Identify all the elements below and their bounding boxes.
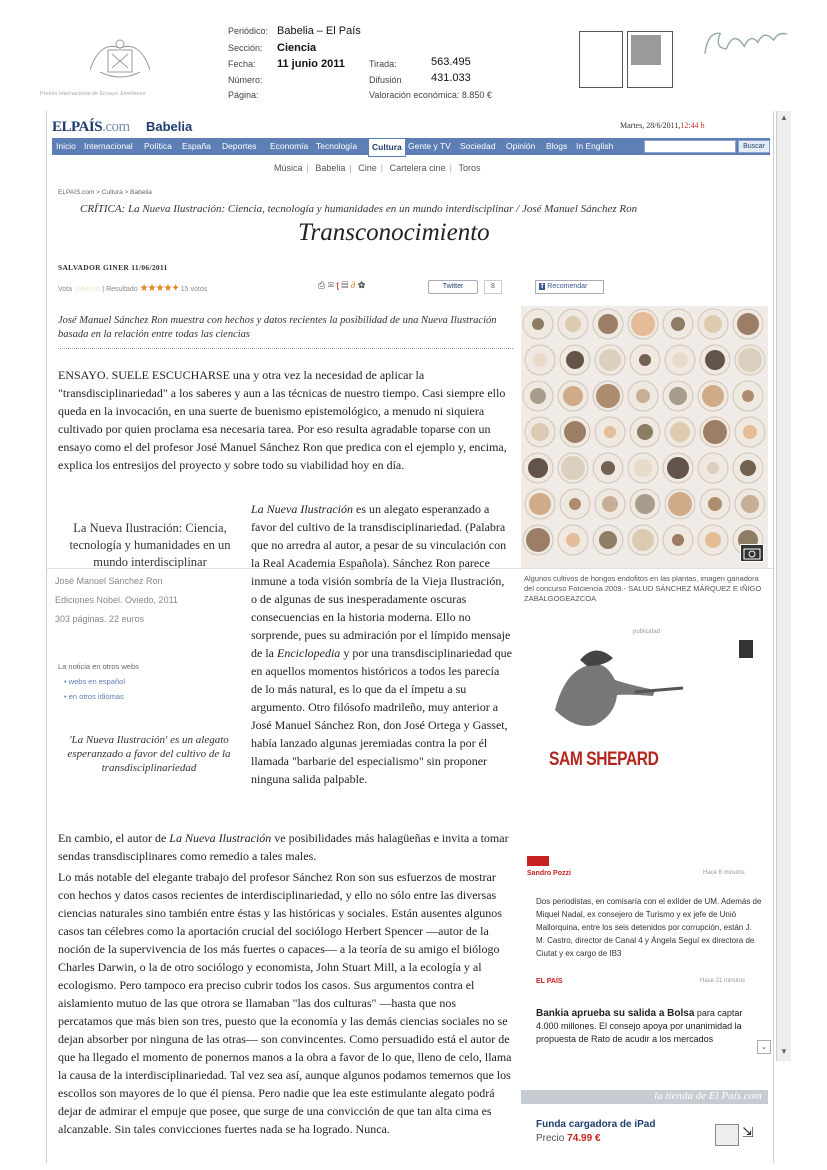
petri-dish: [558, 453, 588, 483]
petri-dish: [663, 453, 693, 483]
header-date: Martes, 28/6/2011,12:44 h: [620, 121, 705, 130]
scan-fold-line: [46, 568, 773, 569]
nav-item-espana[interactable]: España: [182, 141, 211, 151]
book-info-box: [55, 520, 245, 627]
valoracion-text: Valoración económica: 8.850 €: [369, 90, 492, 100]
ad-image[interactable]: [535, 640, 685, 735]
paragraph-3: En cambio, el autor de La Nueva Ilustración ve posibilidades más halagüeñas e invita a tomar sendas transdisciplinares como remedio a tales males.: [58, 831, 509, 863]
book-publisher: Ediciones Nobel. Oviedo, 2011: [55, 595, 178, 605]
petri-dish: [733, 309, 763, 339]
petri-dish: [523, 381, 553, 411]
ad-title[interactable]: SAM SHEPARD: [549, 749, 659, 770]
result-stars: ★★★★✦: [139, 283, 179, 294]
petri-dish: [523, 309, 553, 339]
subnav-cartelera[interactable]: Cartelera cine: [389, 163, 446, 173]
press-crest-logo: [60, 30, 180, 90]
news-widget-logo: [527, 856, 549, 866]
periodico-value: Babelia – El País: [277, 25, 361, 37]
petri-dish: [700, 489, 730, 519]
petri-dish: [560, 417, 590, 447]
rating-bar: Vota ☆☆☆☆☆ | Resultado ★★★★✦ 15 votos: [58, 283, 208, 294]
promo-banner[interactable]: la tienda de El País.com: [521, 1090, 768, 1104]
subnav-cine[interactable]: Cine: [358, 163, 377, 173]
subnav-toros[interactable]: Toros: [458, 163, 481, 173]
petri-dish: [663, 309, 693, 339]
ad-tag: publicidad: [633, 629, 661, 635]
nav-item-internacional[interactable]: Internacional: [84, 141, 133, 151]
petri-dish: [525, 489, 555, 519]
print-icon[interactable]: ⎙: [318, 280, 326, 290]
article-headline: Transconocimiento: [298, 219, 490, 246]
subnav-babelia[interactable]: Babelia: [315, 163, 346, 173]
link-webs-espanol[interactable]: • webs en español: [64, 677, 126, 686]
stamp-box-empty: [579, 31, 623, 88]
paragraph-2: La Nueva Ilustración es un alegato esperanzado a favor del cultivo de la transdisciplinariedad. (Palabra que no arredra al autor, a pesar de su vinculación con la Real Academia Española). Sánchez Ron parece inmune a toda visión sombría de la Vieja Ilustración, o de algunas de sus inesperadamente oscuras consecuencias en la historia moderna. Ello no sorprende, pues su admiración por el límpido mensaje de la Enciclopedia y por una transdisciplinariedad que en aquellos momentos históricos a todos les parecía de lo más natural, es lo que da el ímpetu a su argumento. Otro filósofo madrileño, muy anterior a José Manuel Sánchez Ron, don José Ortega y Gasset, había lanzado algunas jeremiadas contra la por él llamada "barbarie del especialismo" sin proponer ninguna salida palpable.: [251, 502, 512, 786]
bookmark-icon[interactable]: ▤: [341, 280, 349, 290]
lede-divider: [58, 348, 513, 349]
petri-dish: [595, 417, 625, 447]
periodico-label: Periódico:: [228, 26, 269, 36]
petri-dish: [558, 309, 588, 339]
petri-dish: [630, 489, 660, 519]
book-title: La Nueva Ilustración: Ciencia, tecnología y humanidades en un mundo interdisciplinar: [69, 521, 231, 569]
petri-dish: [665, 417, 695, 447]
more-icon[interactable]: ✿: [357, 280, 366, 290]
share-icon[interactable]: ʈ: [336, 280, 339, 290]
numero-label: Número:: [228, 75, 263, 85]
twitter-button[interactable]: Twitter: [428, 280, 478, 294]
petri-dish: [663, 525, 693, 555]
petri-dish: [663, 381, 693, 411]
petri-dish: [525, 417, 555, 447]
petri-dish: [628, 381, 658, 411]
search-button[interactable]: Buscar: [738, 140, 770, 153]
petri-dish: [628, 453, 658, 483]
petri-dish: [698, 381, 728, 411]
petri-dish: [630, 345, 660, 375]
nav-item-tecnologia[interactable]: Tecnología: [316, 141, 358, 151]
news-item-2[interactable]: Bankia aprueba su salida a Bolsa para captar 4.000 millones. El consejo apoya por unanimidad la propuesta de Rato de acudir a los mercados: [536, 1008, 743, 1044]
petri-dish: [595, 345, 625, 375]
nav-item-inicio[interactable]: Inicio: [56, 141, 76, 151]
scroll-up-icon[interactable]: ▲: [780, 113, 788, 122]
result-label: Resultado: [106, 286, 138, 293]
subnav-musica[interactable]: Música: [274, 163, 303, 173]
news-source-2[interactable]: EL PAÍS: [536, 978, 563, 985]
nav-item-blogs[interactable]: Blogs: [546, 141, 568, 151]
facebook-recommend-button[interactable]: f Recomendar: [535, 280, 604, 294]
petri-dish: [733, 381, 763, 411]
petri-dish: [733, 453, 763, 483]
tirada-value: 563.495: [431, 56, 471, 68]
photo-caption: Algunos cultivos de hongos endofitos en las plantas, imagen ganadora del concurso Fotciencia 2009.- SALUD SÁNCHEZ MÁRQUEZ E IÑIGO ZABALGOGEAZCOA: [524, 574, 762, 603]
stamp-box-filled: [627, 31, 673, 88]
book-author: José Manuel Sánchez Ron: [55, 576, 163, 586]
ad-logo-icon: [739, 640, 753, 658]
nav-item-sociedad[interactable]: Sociedad: [460, 141, 496, 151]
article-photo[interactable]: [521, 306, 768, 568]
news-scroll-down-icon[interactable]: ⌄: [757, 1040, 771, 1054]
vote-stars[interactable]: ☆☆☆☆☆: [73, 286, 101, 293]
main-nav: [52, 138, 770, 155]
site-logo[interactable]: ELPAÍS.com: [52, 119, 130, 135]
scroll-down-icon[interactable]: ▼: [780, 1047, 788, 1056]
petri-dish: [560, 489, 590, 519]
petri-dish: [698, 453, 728, 483]
fecha-value: 11 junio 2011: [277, 58, 345, 70]
nav-item-politica[interactable]: Política: [144, 141, 172, 151]
scrollbar[interactable]: [776, 111, 791, 1061]
facebook-icon: f: [541, 283, 544, 290]
tirada-label: Tirada:: [369, 59, 397, 69]
email-icon[interactable]: ✉: [327, 280, 334, 290]
petri-dish: [665, 489, 695, 519]
nav-item-cultura[interactable]: Cultura: [368, 138, 406, 157]
nav-item-opinion[interactable]: Opinión: [506, 141, 536, 151]
petri-dish: [698, 525, 728, 555]
news-time-2: Hace 21 minutos: [700, 978, 746, 984]
difusion-value: 431.033: [431, 72, 471, 84]
article-lede: José Manuel Sánchez Ron muestra con hechos y datos recientes la posibilidad de una Nueva Ilustración basada en la relación entre todas las ciencias: [58, 315, 497, 340]
petri-dish: [523, 453, 553, 483]
petri-dish: [698, 309, 728, 339]
nav-item-deportes[interactable]: Deportes: [222, 141, 257, 151]
petri-dish: [595, 489, 625, 519]
petri-dish: [735, 345, 765, 375]
petri-dish: [593, 525, 623, 555]
share-icons: [318, 280, 365, 291]
seccion-label: Sección:: [228, 43, 263, 53]
petri-dish: [560, 345, 590, 375]
news-time-1: Hace 6 minutos: [703, 870, 745, 876]
nav-item-english[interactable]: In English: [576, 141, 614, 151]
pull-quote: 'La Nueva Ilustración' es un alegato esperanzado a favor del cultivo de la transdisciplinariedad: [67, 734, 231, 774]
search-input[interactable]: [644, 140, 736, 153]
crest-caption: Premio Internacional de Ensayo Jovellanos: [40, 91, 146, 97]
paragraph-1: ENSAYO. SUELE ESCUCHARSE una y otra vez la necesidad de aplicar la "transdisciplinariedad" a los saberes y aun a las técnicas de nuestro tiempo. Casi siempre ello queda en la invocación, en una suerte de buenismo epistemológico, a menudo ni siquiera cultivado por quien proclama esa necesaria tarea. Por eso resulta agradable toparse con un ensayo como el del profesor José Manuel Sánchez Ron que predica con el ejemplo y, encima, explica los entresijos del proyecto y sobre todo su viabilidad hoy en día.: [58, 368, 507, 472]
related-links: [58, 659, 243, 704]
news-author[interactable]: Sandro Pozzi: [527, 870, 571, 877]
nav-item-economia[interactable]: Economía: [270, 141, 309, 151]
petri-dish: [593, 381, 623, 411]
difusion-label: Difusión: [369, 75, 402, 85]
twitter-count: 8: [484, 280, 502, 294]
nav-item-gente[interactable]: Gente y TV: [408, 141, 451, 151]
related-links-heading: La noticia en otros webs: [58, 662, 139, 671]
petri-dish: [735, 417, 765, 447]
petri-dish: [593, 453, 623, 483]
site-section-title[interactable]: Babelia: [146, 119, 193, 134]
fecha-label: Fecha:: [228, 59, 256, 69]
sub-nav: Música | Babelia | Cine | Cartelera cine | Toros: [274, 163, 481, 173]
petri-dish: [628, 309, 658, 339]
promo-arrows-icon[interactable]: ⇲: [742, 1124, 754, 1140]
article-byline: SALVADOR GINER 11/06/2011: [58, 263, 168, 272]
petri-dish: [628, 525, 658, 555]
rss-icon[interactable]: ∂: [350, 280, 356, 290]
petri-dish: [735, 489, 765, 519]
book-pages: 303 páginas. 22 euros: [55, 614, 145, 624]
petri-dish: [525, 345, 555, 375]
promo-title[interactable]: Funda cargadora de iPad: [536, 1119, 656, 1130]
petri-dish: [593, 309, 623, 339]
paragraph-4: Lo más notable del elegante trabajo del profesor Sánchez Ron son sus esfuerzos de mostrar con hechos y datos casos recientes de interdisciplinariedad, y ello no sólo entre las diversas ciencias naturales sino también entre éstas y las históricas y sociales. Están ausentes algunos casos tan célebres como la aportación crucial del sociólogo Herbert Spencer —autor de la noción de la supervivencia de los más fuertes o capaces— a la teoría de su amigo el biólogo Charles Darwin, o la de otro sociólogo y economista, John Stuart Mill, a la ecología y al ecologismo. Pero tampoco era preciso cubrir todos los casos. Sus argumentos contra el aislamiento mutuo de las que otrora se llamaban "las dos culturas" —hasta que nos percatamos que más bien son tres, puesto que la economía y las demás ciencias sociales no se dejan absorber por ninguna de las otras— son convincentes. Como persuadido está el autor de que ha llegado el momento de ponernos manos a la obra a favor de lo que, lleno de celo, llama la causa de la interdisciplinariedad. Tal vez sea así, aunque algunos podamos temernos que los escollos son mayores de lo que él piensa. Pero nadie que lea este estimulante alegato podrá dejar de admirar el empuje que posee, que surge de una convicción de que tan alta cima es alcanzable. Sin tales convicciones fuertes nada se ha logrado. Nunca.: [58, 870, 512, 1136]
breadcrumb[interactable]: ELPAIS.com > Cultura > Babelia: [58, 189, 152, 196]
promo-price: Precio 74.99 €: [536, 1133, 601, 1144]
vote-label: Vota: [58, 286, 73, 293]
petri-dish: [523, 525, 553, 555]
news-item-1[interactable]: Dos periodistas, en comisaría con el exlíder de UM. Además de Miquel Nadal, ex consejero de Turismo y ex jefe de Unió Mallorquina, entre los seis detenidos por corrupción, están J. M. Castro, director de Canal 4 y Ángela Seguí ex directora de Ciutat y ex cargo de IB3: [536, 897, 762, 958]
petri-dish: [700, 417, 730, 447]
camera-icon[interactable]: [740, 544, 764, 562]
link-otros-idiomas[interactable]: • en otros idiomas: [64, 692, 124, 701]
signature-logo: [693, 13, 799, 75]
petri-dish: [558, 525, 588, 555]
article-kicker: CRÍTICA: La Nueva Ilustración: Ciencia, tecnología y humanidades en un mundo interdisciplinar / José Manuel Sánchez Ron: [80, 203, 638, 215]
petri-dish: [558, 381, 588, 411]
petri-dish: [630, 417, 660, 447]
pagina-label: Página:: [228, 90, 259, 100]
promo-product-icon[interactable]: [715, 1124, 739, 1146]
petri-dish: [700, 345, 730, 375]
votes-count: 15 votos: [180, 286, 208, 293]
petri-dish: [665, 345, 695, 375]
seccion-value: Ciencia: [277, 42, 317, 54]
